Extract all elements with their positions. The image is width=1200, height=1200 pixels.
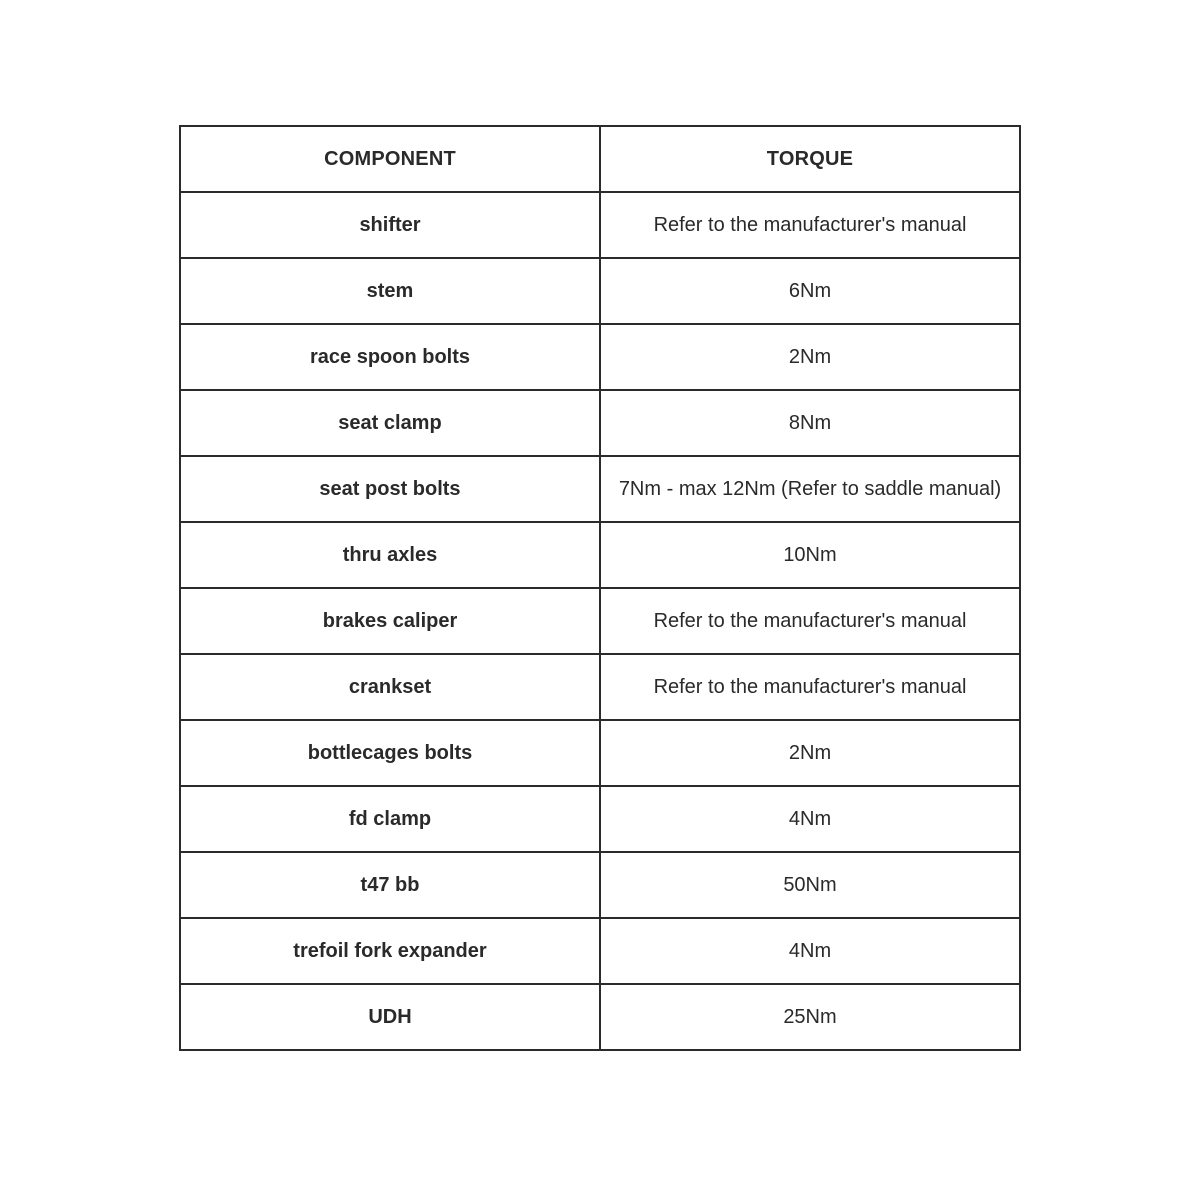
component-cell: t47 bb	[180, 852, 600, 918]
table-row	[180, 390, 1020, 456]
torque-cell: 25Nm	[600, 984, 1020, 1050]
table-row	[180, 588, 1020, 654]
component-cell: shifter	[180, 192, 600, 258]
table-body	[180, 192, 1020, 1050]
torque-cell: 50Nm	[600, 852, 1020, 918]
table-row	[180, 522, 1020, 588]
table-row	[180, 984, 1020, 1050]
header-torque: TORQUE	[600, 126, 1020, 192]
header-component: COMPONENT	[180, 126, 600, 192]
torque-cell: 4Nm	[600, 786, 1020, 852]
table-row	[180, 192, 1020, 258]
table-row	[180, 918, 1020, 984]
torque-cell: 8Nm	[600, 390, 1020, 456]
torque-cell: Refer to the manufacturer's manual	[600, 654, 1020, 720]
torque-cell: 10Nm	[600, 522, 1020, 588]
component-cell: thru axles	[180, 522, 600, 588]
torque-table	[179, 125, 1021, 1051]
component-cell: seat post bolts	[180, 456, 600, 522]
table-row	[180, 258, 1020, 324]
table-row	[180, 654, 1020, 720]
table-header-row	[180, 126, 1020, 192]
torque-cell: 6Nm	[600, 258, 1020, 324]
component-cell: race spoon bolts	[180, 324, 600, 390]
torque-cell: 2Nm	[600, 324, 1020, 390]
component-cell: trefoil fork expander	[180, 918, 600, 984]
component-cell: crankset	[180, 654, 600, 720]
component-cell: bottlecages bolts	[180, 720, 600, 786]
component-cell: fd clamp	[180, 786, 600, 852]
table-row	[180, 852, 1020, 918]
component-cell: stem	[180, 258, 600, 324]
torque-cell: 4Nm	[600, 918, 1020, 984]
torque-cell: 2Nm	[600, 720, 1020, 786]
component-cell: UDH	[180, 984, 600, 1050]
table-row	[180, 786, 1020, 852]
torque-cell: 7Nm - max 12Nm (Refer to saddle manual)	[600, 456, 1020, 522]
table-row	[180, 456, 1020, 522]
table-row	[180, 720, 1020, 786]
component-cell: seat clamp	[180, 390, 600, 456]
component-cell: brakes caliper	[180, 588, 600, 654]
torque-cell: Refer to the manufacturer's manual	[600, 588, 1020, 654]
table-row	[180, 324, 1020, 390]
torque-cell: Refer to the manufacturer's manual	[600, 192, 1020, 258]
